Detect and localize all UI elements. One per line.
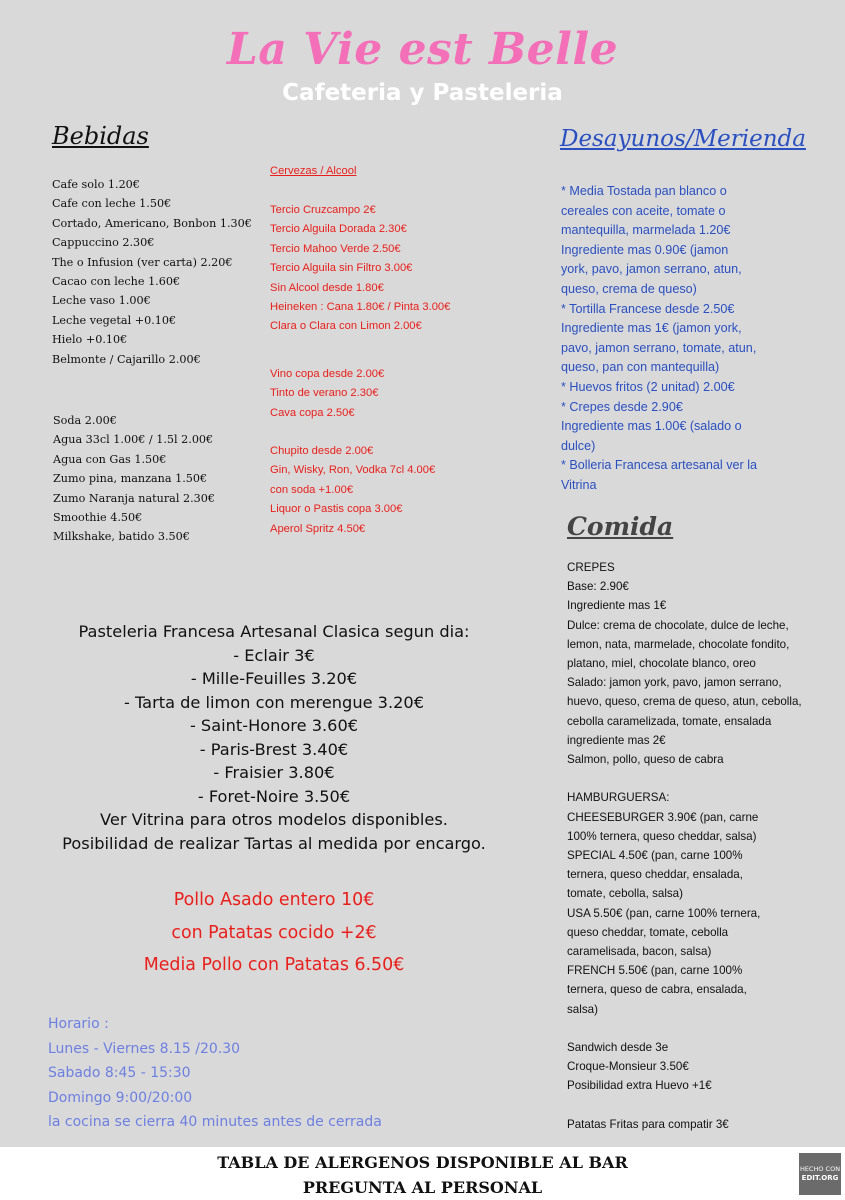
- desayunos-list: [561, 182, 757, 496]
- comida-line: Salado: jamon york, pavo, jamon serrano,: [567, 676, 782, 690]
- cervezas-heading: Cervezas / Alcool: [270, 165, 357, 177]
- desayuno-line: pavo, jamon serrano, tomate, atun,: [561, 340, 757, 355]
- drink-item: Cafe con leche 1.50€: [52, 197, 172, 211]
- wine-list: [270, 365, 384, 423]
- comida-line: CHEESEBURGER 3.90€ (pan, carne: [567, 810, 759, 824]
- wine-item: Cava copa 2.50€: [270, 406, 355, 419]
- comida-line: USA 5.50€ (pan, carne 100% ternera,: [567, 906, 761, 920]
- comida-line: Base: 2.90€: [567, 580, 629, 594]
- comida-line: queso cheddar, tomate, cebolla: [567, 925, 729, 939]
- beer-item: Tercio Cruzcampo 2€: [270, 204, 376, 216]
- pasteleria-line: - Saint-Honore 3.60€: [189, 716, 359, 735]
- drink-item: Smoothie 4.50€: [53, 511, 143, 525]
- edit-org-badge: [799, 1153, 841, 1195]
- spirit-item: Liquor o Pastis copa 3.00€: [270, 503, 403, 516]
- comida-line: salsa): [567, 1002, 598, 1016]
- bebidas-list-cold: [53, 411, 215, 547]
- comida-heading: Comida: [567, 512, 674, 541]
- drink-item: Cappuccino 2.30€: [52, 236, 155, 250]
- desayuno-line: dulce): [561, 438, 596, 453]
- pasteleria-line: Ver Vitrina para otros modelos disponibles.: [100, 810, 448, 829]
- comida-line: CREPES: [567, 561, 615, 574]
- drink-item: The o Infusion (ver carta) 2.20€: [52, 255, 233, 269]
- wine-item: Tinto de verano 2.30€: [270, 387, 379, 400]
- comida-line: FRENCH 5.50€ (pan, carne 100%: [567, 964, 743, 978]
- desayuno-line: queso, crema de queso): [561, 281, 697, 296]
- desayuno-line: cereales con aceite, tomate o: [561, 203, 726, 218]
- horario-line: Domingo 9:00/20:00: [48, 1089, 193, 1106]
- pasteleria-line: - Mille-Feuilles 3.20€: [190, 669, 358, 688]
- wine-item: Vino copa desde 2.00€: [270, 368, 385, 380]
- comida-list: [567, 558, 802, 1134]
- pasteleria-line: Posibilidad de realizar Tartas al medida por encargo.: [62, 833, 486, 853]
- beer-item: Heineken : Cana 1.80€ / Pinta 3.00€: [270, 301, 451, 314]
- comida-line: ternera, queso cheddar, ensalada,: [567, 868, 743, 882]
- beer-item: Tercio Mahoo Verde 2.50€: [270, 242, 401, 255]
- comida-line: Patatas Fritas para compatir 3€: [567, 1117, 729, 1131]
- comida-line: caramelisada, bacon, salsa): [567, 945, 712, 959]
- pasteleria-line: - Fraisier 3.80€: [213, 763, 335, 782]
- beer-item: Sin Alcool desde 1.80€: [270, 281, 384, 294]
- desayuno-line: * Crepes desde 2.90€: [561, 399, 683, 414]
- beer-item: Tercio Alguila sin Filtro 3.00€: [270, 262, 413, 275]
- comida-line: [567, 1019, 802, 1038]
- drink-item: Cacao con leche 1.60€: [52, 275, 181, 289]
- desayuno-line: Ingrediente mas 0.90€ (jamon: [561, 242, 729, 257]
- comida-line: Sandwich desde 3e: [567, 1041, 669, 1055]
- comida-line: Salmon, pollo, queso de cabra: [567, 753, 724, 767]
- spirit-item: Aperol Spritz 4.50€: [270, 522, 366, 535]
- drink-item: Cortado, Americano, Bonbon 1.30€: [52, 216, 252, 230]
- drink-item: Belmonte / Cajarillo 2.00€: [52, 352, 201, 366]
- desayuno-line: york, pavo, jamon serrano, atun,: [561, 262, 742, 277]
- pasteleria-block: [0, 620, 548, 855]
- pasteleria-line: - Paris-Brest 3.40€: [199, 739, 349, 759]
- horario-line: Horario :: [48, 1016, 109, 1032]
- desayunos-heading: Desayunos/Merienda: [560, 126, 806, 152]
- drink-item: Soda 2.00€: [53, 414, 117, 427]
- desayuno-line: * Tortilla Francese desde 2.50€: [561, 301, 735, 316]
- bebidas-heading: Bebidas: [52, 122, 149, 150]
- comida-line: SPECIAL 4.50€ (pan, carne 100%: [567, 849, 743, 863]
- comida-line: Croque-Monsieur 3.50€: [567, 1060, 689, 1074]
- pasteleria-line: - Eclair 3€: [233, 645, 315, 665]
- comida-line: 100% ternera, queso cheddar, salsa): [567, 829, 757, 843]
- spirit-item: Chupito desde 2.00€: [270, 445, 374, 457]
- pollo-block: [0, 884, 548, 982]
- drink-item: Leche vaso 1.00€: [52, 294, 151, 308]
- horario-block: [48, 1012, 382, 1135]
- beer-list: [270, 201, 450, 337]
- footer-text: [0, 1151, 845, 1200]
- footer-line: PREGUNTA AL PERSONAL: [302, 1177, 543, 1197]
- badge-line-1: HECHO CON: [799, 1165, 841, 1173]
- allergen-footer: [0, 1147, 845, 1200]
- comida-line: cebolla caramelizada, tomate, ensalada: [567, 714, 772, 728]
- comida-line: Dulce: crema de chocolate, dulce de leche,: [567, 618, 789, 632]
- comida-line: ingrediente mas 2€: [567, 733, 666, 747]
- horario-line: Lunes - Viernes 8.15 /20.30: [48, 1040, 241, 1057]
- spirits-list: [270, 442, 435, 539]
- comida-line: [567, 1096, 802, 1115]
- comida-line: huevo, queso, crema de queso, atun, cebolla,: [567, 695, 802, 709]
- comida-line: HAMBURGUERSA:: [567, 791, 670, 805]
- badge-line-2: EDIT.ORG: [801, 1174, 839, 1182]
- drink-item: Hielo +0.10€: [52, 333, 128, 347]
- comida-line: Ingrediente mas 1€: [567, 599, 667, 613]
- pasteleria-line: - Foret-Noire 3.50€: [197, 786, 351, 806]
- beer-item: Tercio Alguila Dorada 2.30€: [270, 223, 407, 236]
- desayuno-line: * Bolleria Francesa artesanal ver la: [561, 458, 757, 473]
- desayuno-line: Vitrina: [561, 477, 597, 492]
- pollo-line: con Patatas cocido +2€: [171, 922, 377, 943]
- footer-line: TABLA DE ALERGENOS DISPONIBLE AL BAR: [217, 1153, 628, 1172]
- drink-item: Milkshake, batido 3.50€: [53, 530, 190, 544]
- comida-line: tomate, cebolla, salsa): [567, 887, 683, 901]
- brand-subtitle: Cafeteria y Pasteleria: [282, 80, 563, 106]
- comida-line: Posibilidad extra Huevo +1€: [567, 1079, 712, 1093]
- drink-item: Agua 33cl 1.00€ / 1.5l 2.00€: [53, 433, 214, 447]
- comida-line: platano, miel, chocolate blanco, oreo: [567, 657, 756, 671]
- comida-line: ternera, queso de cabra, ensalada,: [567, 983, 747, 997]
- drink-item: Cafe solo 1.20€: [52, 178, 140, 191]
- beer-item: Clara o Clara con Limon 2.00€: [270, 320, 422, 333]
- pasteleria-line: Pasteleria Francesa Artesanal Clasica segun dia:: [78, 622, 470, 641]
- spirit-item: con soda +1.00€: [270, 483, 354, 496]
- horario-line: Sabado 8:45 - 15:30: [48, 1065, 191, 1081]
- brand-title: La Vie est Belle: [226, 24, 619, 75]
- desayuno-line: Ingrediente mas 1€ (jamon york,: [561, 321, 742, 336]
- drink-item: Leche vegetal +0.10€: [52, 313, 177, 327]
- comida-line: [567, 769, 802, 788]
- comida-line: lemon, nata, marmelade, chocolate fondito,: [567, 637, 790, 651]
- desayuno-line: queso, pan con mantequilla): [561, 360, 720, 375]
- spirit-item: Gin, Wisky, Ron, Vodka 7cl 4.00€: [270, 464, 436, 477]
- pasteleria-line: - Tarta de limon con merengue 3.20€: [123, 692, 425, 712]
- drink-item: Zumo pina, manzana 1.50€: [53, 472, 208, 486]
- pollo-line: Pollo Asado entero 10€: [173, 890, 375, 910]
- desayuno-line: Ingrediente mas 1.00€ (salado o: [561, 419, 742, 434]
- drink-item: Agua con Gas 1.50€: [53, 452, 167, 466]
- desayuno-line: * Huevos fritos (2 unitad) 2.00€: [561, 379, 735, 394]
- desayuno-line: * Media Tostada pan blanco o: [561, 184, 727, 198]
- drink-item: Zumo Naranja natural 2.30€: [53, 491, 216, 505]
- desayuno-line: mantequilla, marmelada 1.20€: [561, 223, 731, 238]
- pollo-line: Media Pollo con Patatas 6.50€: [143, 955, 405, 975]
- bebidas-list-hot: [52, 175, 252, 369]
- horario-line: la cocina se cierra 40 minutes antes de cerrada: [48, 1114, 382, 1130]
